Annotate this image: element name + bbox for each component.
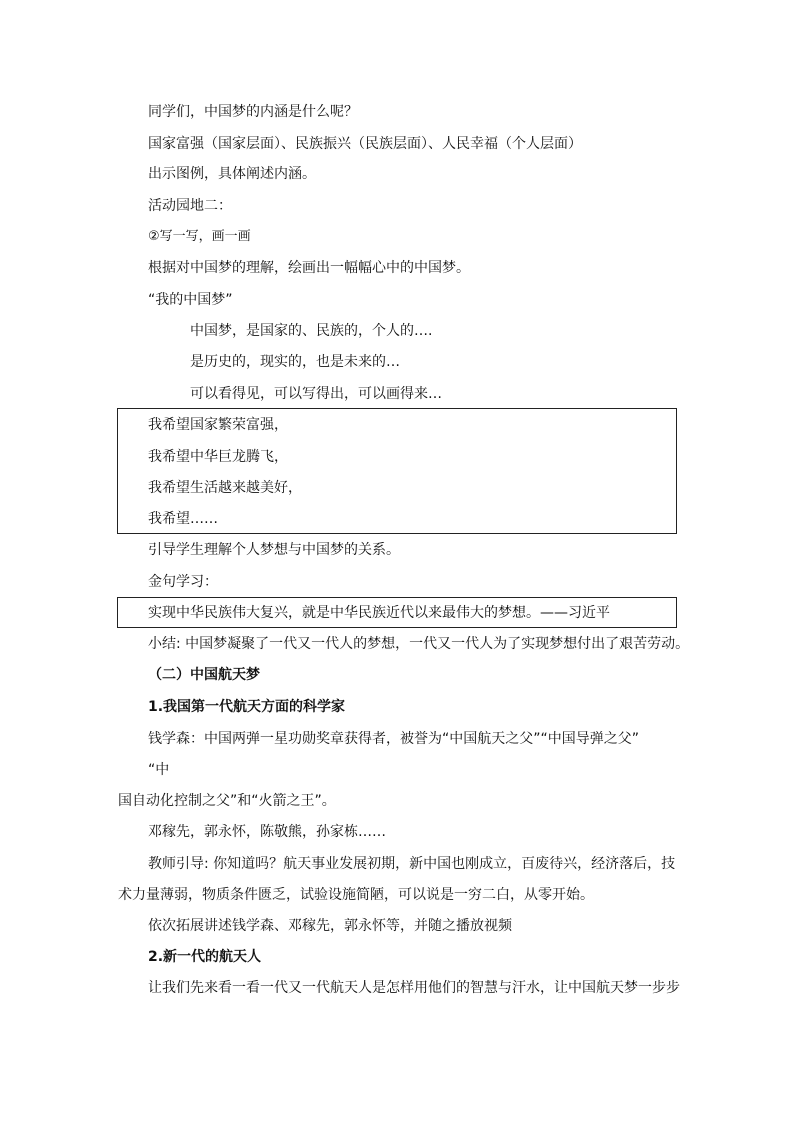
section-heading: （二）中国航天梦 [148,667,260,683]
poem-line-1: 中国梦，是国家的、民族的，个人的…. [190,323,433,339]
paragraph-my-dream-title: “我的中国梦” [148,292,233,308]
paragraph-guide-students: 引导学生理解个人梦想与中国梦的关系。 [148,542,400,558]
wish-line-3: 我希望生活越来越美好， [148,480,302,496]
paragraph-expand-and-video: 依次拓展讲述钱学森、邓稼先，郭永怀等，并随之播放视频 [148,918,512,934]
wish-line-2: 我希望中华巨龙腾飞， [148,449,288,465]
paragraph-teacher-guide-line-2: 术力量薄弱，物质条件匮乏，试验设施简陋，可以说是一穷二白，从零开始。 [118,887,594,903]
subheading-new-generation: 2.新一代的航天人 [148,949,262,965]
paragraph-golden-sentence: 金句学习： [148,574,218,590]
poem-line-2: 是历史的，现实的，也是未来的… [190,354,400,370]
poem-line-3: 可以看得见，可以写得出，可以画得来… [190,386,442,402]
subheading-first-generation: 1.我国第一代航天方面的科学家 [148,699,346,715]
wish-line-1: 我希望国家繁荣富强， [148,417,288,433]
paragraph-qian-xuesen-line-2: “中 [148,762,170,778]
paragraph-show-example: 出示图例，具体阐述内涵。 [148,166,316,182]
paragraph-qian-xuesen-line-1: 钱学森：中国两弹一星功勋奖章获得者，被誉为“中国航天之父”“中国导弹之父” [148,731,640,747]
paragraph-question: 同学们，中国梦的内涵是什么呢？ [148,104,358,120]
paragraph-meaning-levels: 国家富强（国家层面）、民族振兴（民族层面）、人民幸福（个人层面） [148,136,582,152]
paragraph-summary: 小结: 中国梦凝聚了一代又一代人的梦想，一代又一代人为了实现梦想付出了艰苦劳动。 [148,636,690,652]
paragraph-scientists-list: 邓稼先，郭永怀，陈敬熊，孙家栋…… [148,824,386,840]
paragraph-activity-title: 活动园地二： [148,198,232,214]
paragraph-qian-xuesen-line-3: 国自动化控制之父”和“火箭之王”。 [118,793,336,809]
paragraph-final-intro: 让我们先来看一看一代又一代航天人是怎样用他们的智慧与汗水，让中国航天梦一步步 [148,980,680,996]
paragraph-write-draw: ②写一写，画一画 [148,229,251,244]
wish-line-4: 我希望…… [148,511,218,527]
quote-text: 实现中华民族伟大复兴，就是中华民族近代以来最伟大的梦想。——习近平 [148,605,610,621]
paragraph-teacher-guide-line-1: 教师引导: 你知道吗？航天事业发展初期，新中国也刚成立，百废待兴，经济落后，技 [148,856,676,872]
paragraph-drawing-instruction: 根据对中国梦的理解，绘画出一幅幅心中的中国梦。 [148,260,470,276]
